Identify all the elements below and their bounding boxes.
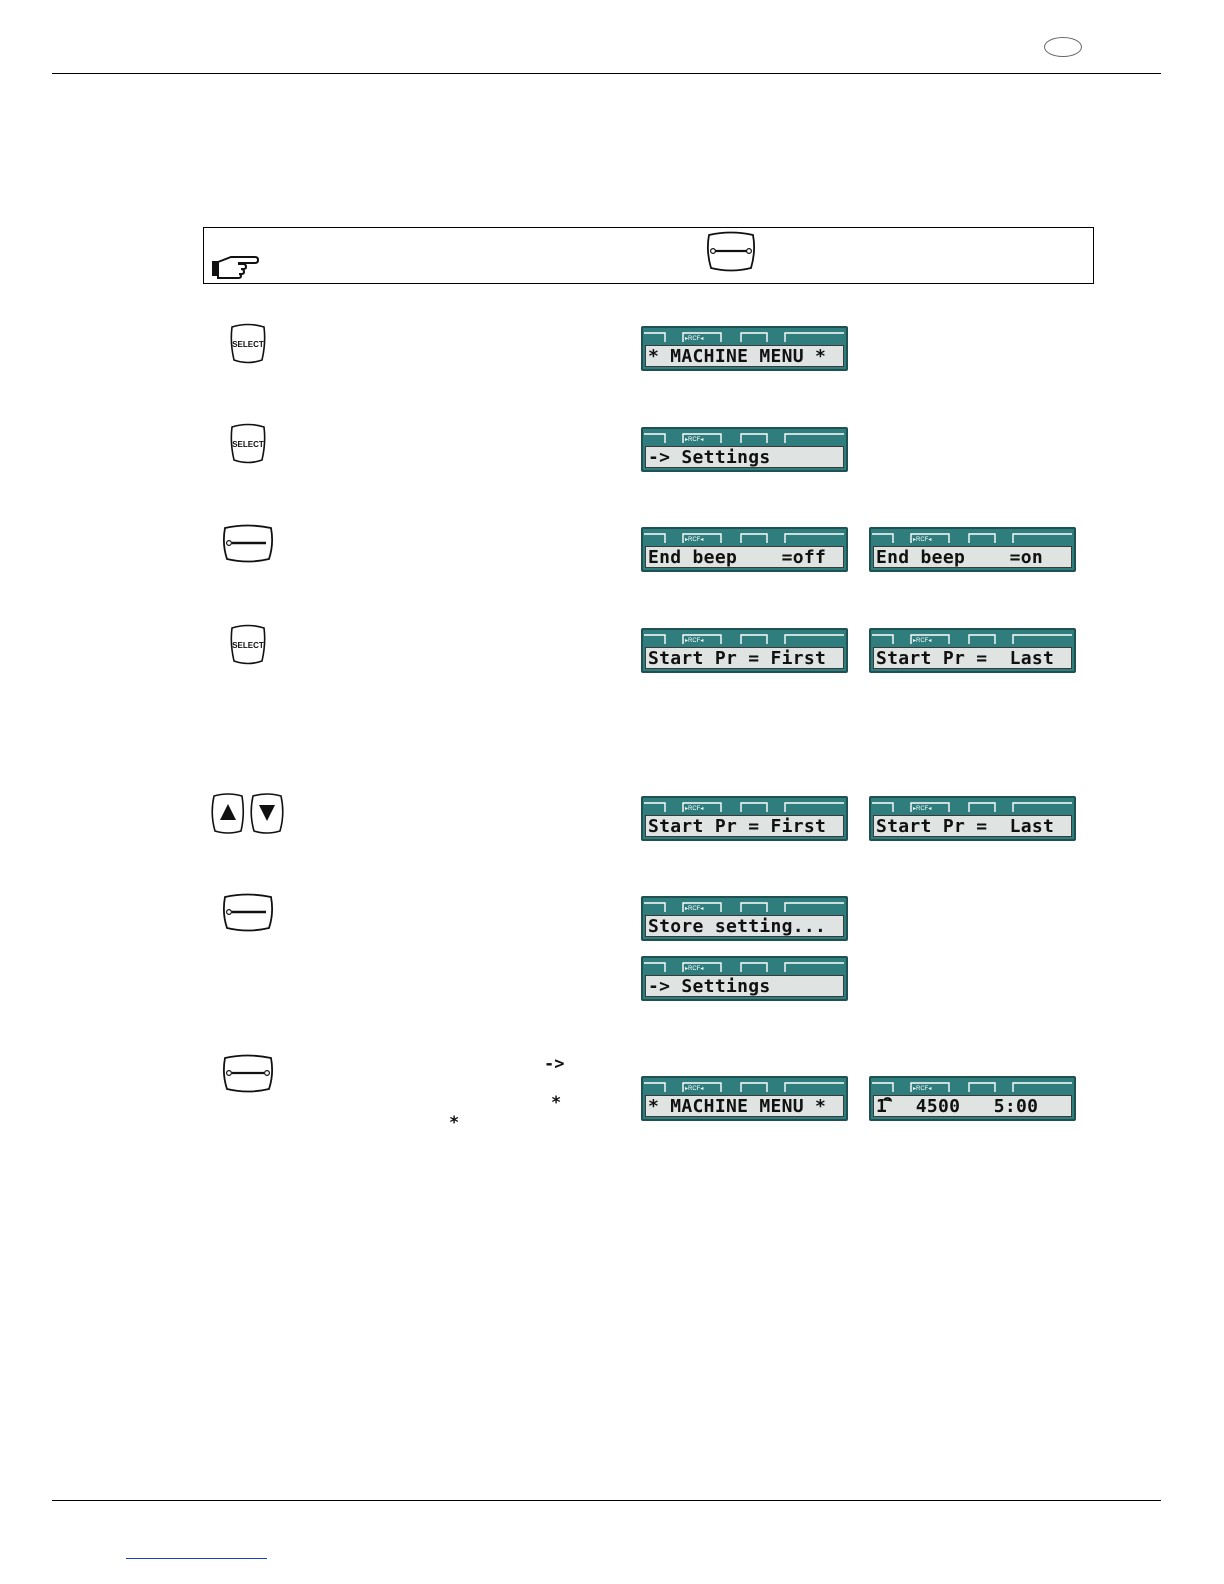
lcd-display xyxy=(869,628,1076,673)
lcd-text: Start Pr = Last xyxy=(876,816,1055,837)
note-box xyxy=(203,227,1094,284)
select-button-icon xyxy=(229,624,267,666)
lcd-text: -> Settings xyxy=(648,976,771,997)
lcd-indicator-bar xyxy=(643,529,846,545)
lcd-indicator-bar xyxy=(643,1078,846,1094)
header-rule xyxy=(52,73,1161,74)
lcd-text: -> Settings xyxy=(648,447,771,468)
pointing-hand-icon xyxy=(211,253,259,279)
rcf-label: ▸RCF◂ xyxy=(685,437,704,443)
select-label: SELECT xyxy=(232,340,264,349)
rcf-label: ▸RCF◂ xyxy=(913,1086,932,1092)
arrow-symbol: -> xyxy=(544,1054,565,1074)
lcd-indicator-graphic xyxy=(871,1078,1074,1094)
lcd-indicator-graphic xyxy=(643,1078,846,1094)
lcd-text: Start Pr = First xyxy=(648,816,827,837)
rcf-label: ▸RCF◂ xyxy=(685,537,704,543)
lcd-indicator-graphic xyxy=(643,958,846,974)
lcd-display xyxy=(869,527,1076,572)
lcd-display xyxy=(641,427,848,472)
lcd-display xyxy=(641,796,848,841)
lcd-indicator-graphic xyxy=(643,798,846,814)
rcf-label: ▸RCF◂ xyxy=(685,806,704,812)
star-symbol: * xyxy=(551,1093,562,1113)
rcf-label: ▸RCF◂ xyxy=(685,906,704,912)
arrow-up-down-buttons-icon xyxy=(209,792,287,836)
lcd-text: End beep =off xyxy=(648,547,827,568)
footer-rule xyxy=(52,1500,1161,1501)
select-button-icon xyxy=(229,323,267,365)
lcd-text: Store setting... xyxy=(648,916,827,937)
lcd-text: 1 ิ 4500 5:00 xyxy=(876,1096,1039,1117)
stop-button-icon xyxy=(705,231,757,273)
select-label: SELECT xyxy=(232,440,264,449)
lcd-indicator-graphic xyxy=(871,798,1074,814)
rcf-label: ▸RCF◂ xyxy=(913,806,932,812)
lcd-indicator-bar xyxy=(871,630,1074,646)
lcd-indicator-bar xyxy=(643,328,846,344)
lcd-display xyxy=(641,956,848,1001)
select-label: SELECT xyxy=(232,641,264,650)
lcd-indicator-bar xyxy=(871,798,1074,814)
lcd-text: Start Pr = First xyxy=(648,648,827,669)
stop-button-icon xyxy=(221,1054,275,1094)
rcf-label: ▸RCF◂ xyxy=(685,966,704,972)
rcf-label: ▸RCF◂ xyxy=(913,638,932,644)
page-badge xyxy=(1044,37,1082,57)
lcd-display xyxy=(641,527,848,572)
lcd-text: * MACHINE MENU * xyxy=(648,346,827,367)
lcd-indicator-bar xyxy=(643,958,846,974)
select-button-icon xyxy=(229,423,267,465)
lcd-indicator-bar xyxy=(871,529,1074,545)
lcd-indicator-graphic xyxy=(871,630,1074,646)
lcd-indicator-graphic xyxy=(643,328,846,344)
lcd-indicator-graphic xyxy=(643,429,846,445)
rcf-label: ▸RCF◂ xyxy=(685,336,704,342)
lcd-indicator-bar xyxy=(643,798,846,814)
lcd-display xyxy=(641,1076,848,1121)
lcd-indicator-bar xyxy=(643,429,846,445)
lcd-indicator-bar xyxy=(871,1078,1074,1094)
lcd-indicator-graphic xyxy=(643,630,846,646)
footer-link-underline[interactable] xyxy=(126,1558,267,1559)
open-button-icon xyxy=(224,526,272,562)
lcd-text: * MACHINE MENU * xyxy=(648,1096,827,1117)
lcd-indicator-graphic xyxy=(643,529,846,545)
lcd-display xyxy=(641,896,848,941)
lcd-text: Start Pr = Last xyxy=(876,648,1055,669)
lcd-display xyxy=(869,1076,1076,1121)
rcf-label: ▸RCF◂ xyxy=(685,638,704,644)
lcd-indicator-bar xyxy=(643,898,846,914)
open-button-icon xyxy=(224,895,272,931)
rcf-label: ▸RCF◂ xyxy=(685,1086,704,1092)
lcd-indicator-graphic xyxy=(871,529,1074,545)
lcd-display xyxy=(641,628,848,673)
rcf-label: ▸RCF◂ xyxy=(913,537,932,543)
lcd-display xyxy=(641,326,848,371)
lcd-text: End beep =on xyxy=(876,547,1044,568)
lcd-display xyxy=(869,796,1076,841)
lcd-indicator-graphic xyxy=(643,898,846,914)
lcd-indicator-bar xyxy=(643,630,846,646)
star-symbol: * xyxy=(449,1113,460,1133)
